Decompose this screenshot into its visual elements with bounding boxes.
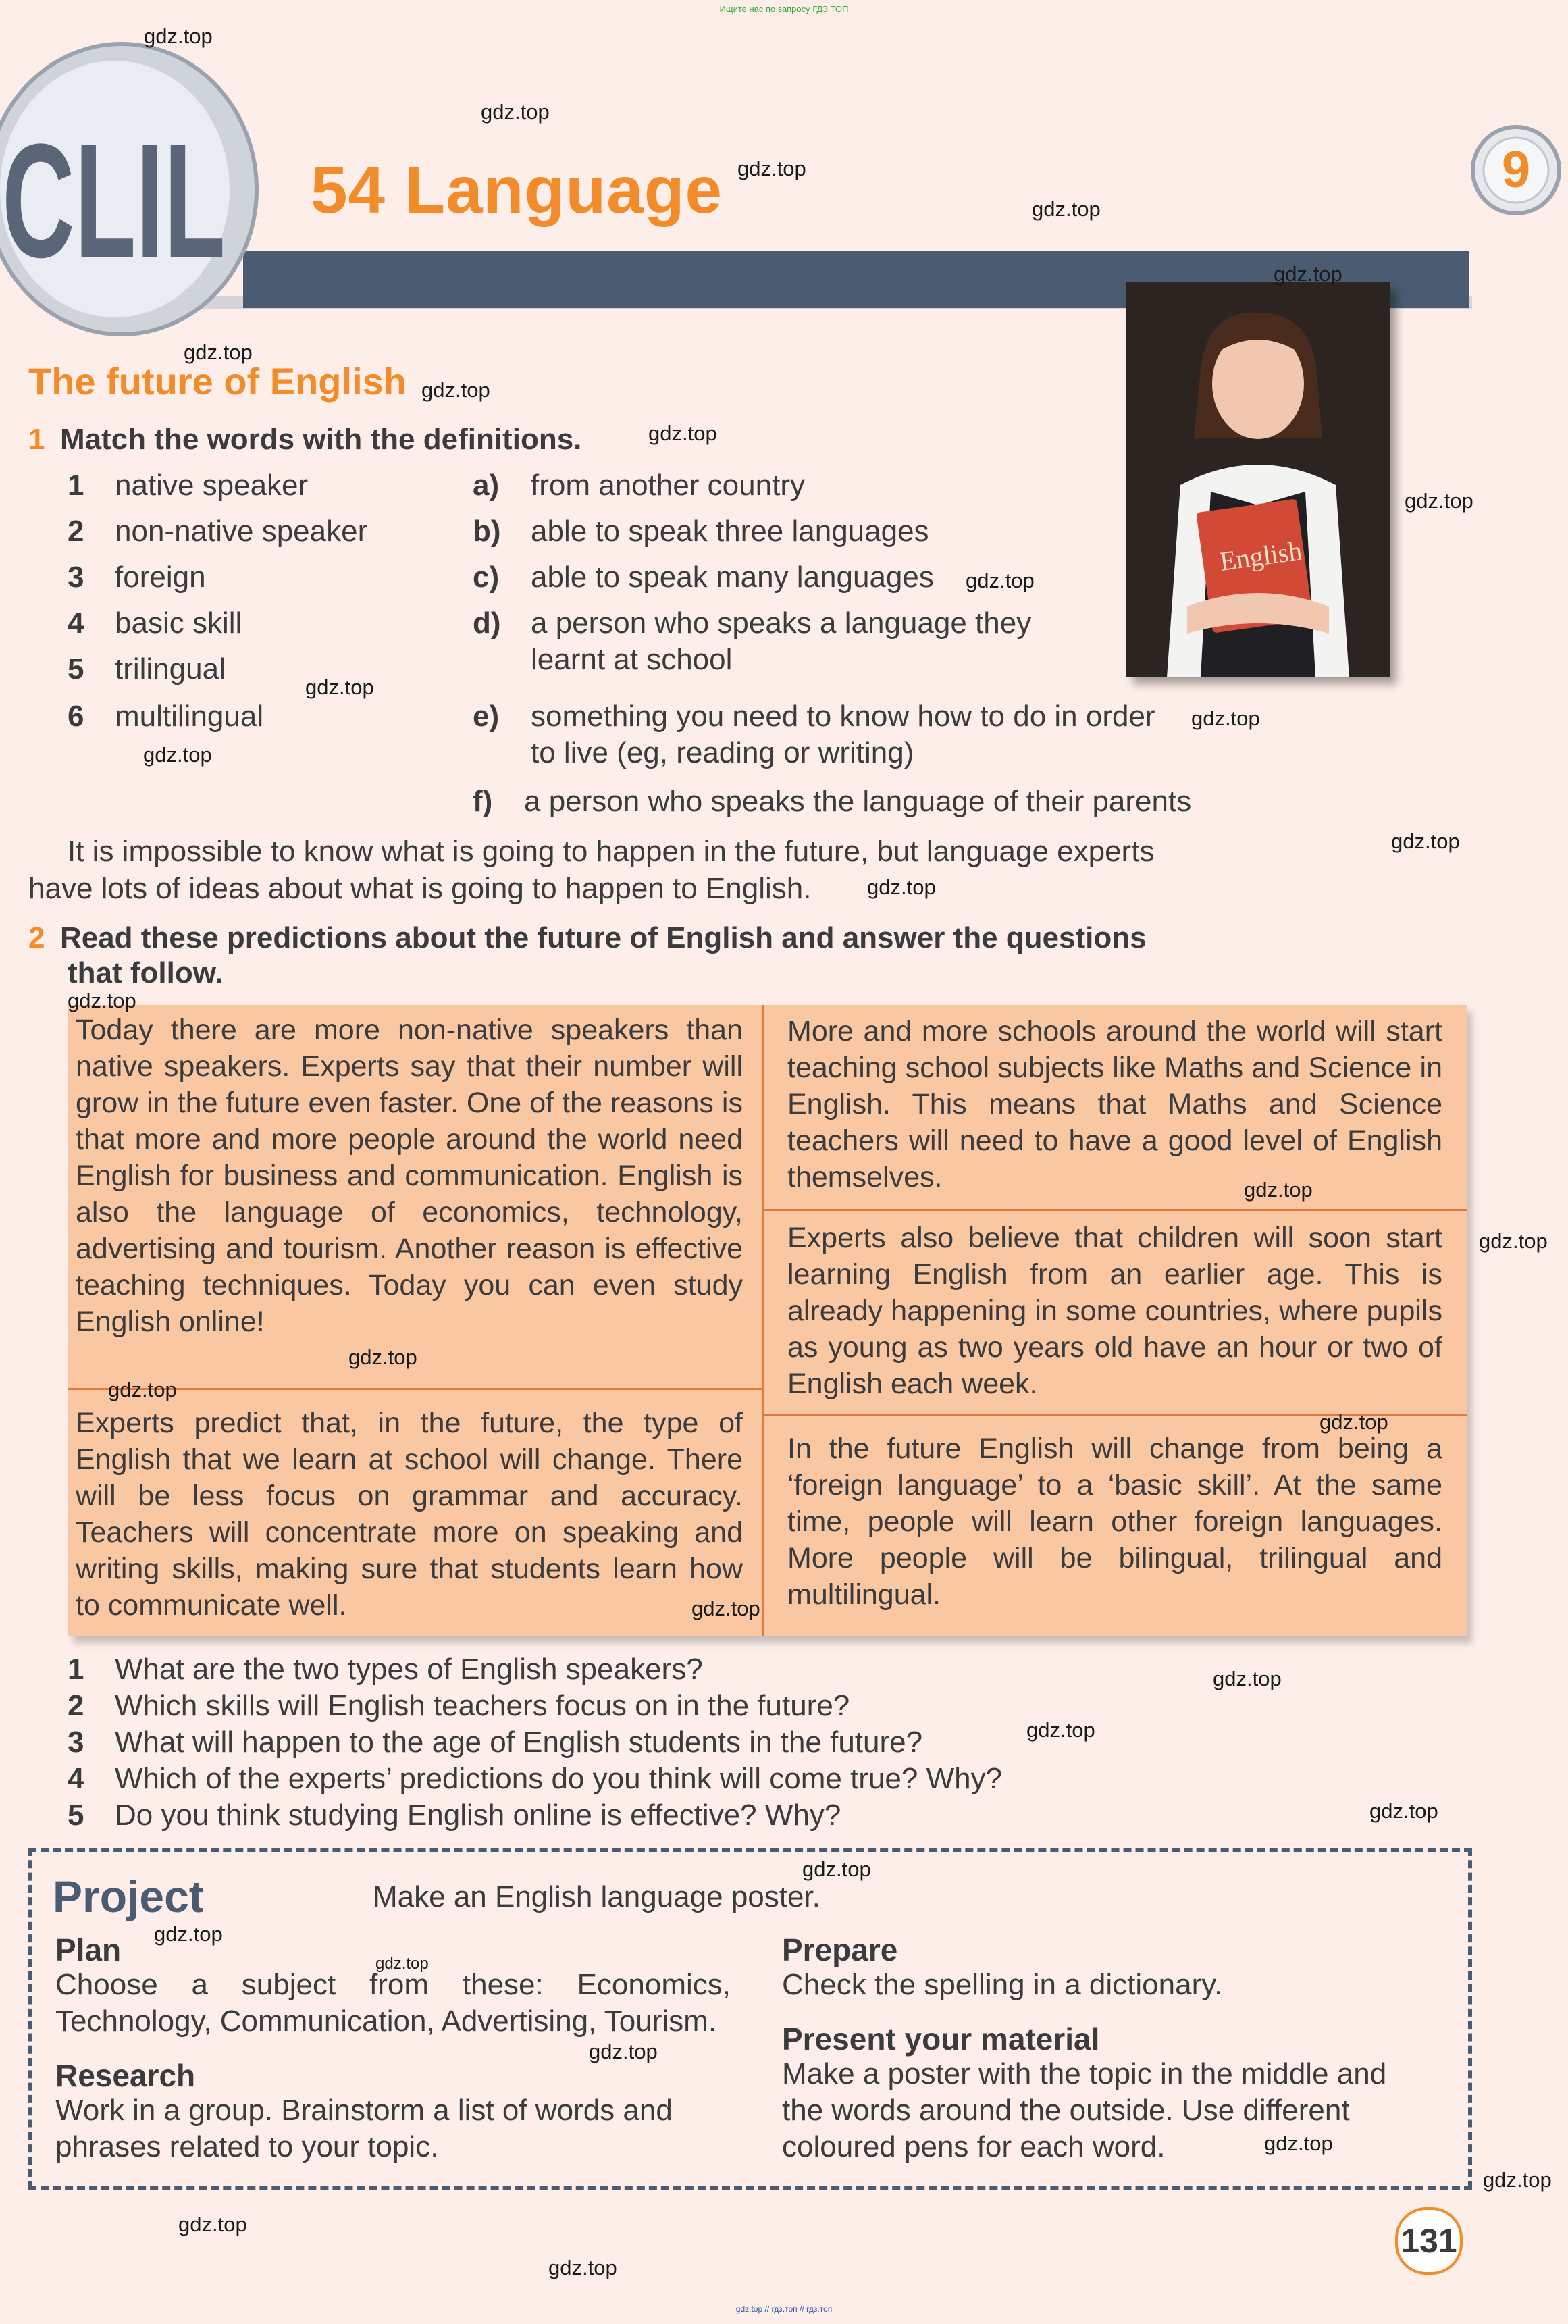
watermark: gdz.top	[421, 378, 490, 402]
present-line-3: coloured pens for each word.	[782, 2130, 1166, 2163]
watermark: gdz.top	[178, 2213, 247, 2236]
watermark: gdz.top	[1032, 197, 1101, 221]
watermark: gdz.top	[802, 1857, 871, 1881]
intro-line-2: have lots of ideas about what is going to happen to English.	[28, 872, 812, 905]
prepare-text: Check the spelling in a dictionary.	[782, 1968, 1223, 2001]
watermark: gdz.top	[481, 100, 550, 124]
list-item: 1 What are the two types of English speakers?	[68, 1653, 703, 1686]
unit-badge	[1469, 123, 1563, 217]
list-item: 2 non-native speaker	[68, 515, 368, 548]
task2-line-1: Read these predictions about the future of English and answer the questions	[59, 921, 1147, 954]
predictions-box	[68, 1005, 1467, 1636]
present-line-2: the words around the outside. Use different	[782, 2094, 1350, 2127]
research-line-2: phrases related to your topic.	[55, 2130, 439, 2163]
photo-book-label: English	[1218, 535, 1304, 577]
unit-title: 54 Language	[311, 153, 723, 227]
watermark: gdz.top	[1369, 1799, 1438, 1823]
task2-heading	[28, 921, 1147, 955]
watermark: gdz.top	[108, 1378, 177, 1401]
unit-badge-number: 9	[1501, 141, 1531, 199]
plan-line-1: Choose a subject from these: Economics,	[55, 1968, 731, 2001]
intro-line-1: It is impossible to know what is going to happen in the future, but language experts	[68, 835, 1155, 868]
watermark: gdz.top	[375, 1955, 429, 1973]
task2-line-2: that follow.	[68, 956, 224, 989]
watermark: gdz.top	[691, 1597, 760, 1620]
project-subtitle: Make an English language poster.	[373, 1880, 820, 1913]
watermark: gdz.top	[348, 1345, 417, 1369]
section-title: The future of English	[28, 360, 407, 403]
clil-logo-text: CLIL	[2, 110, 226, 292]
prediction-4: Experts also believe that children will soon start learning English from an earlier age. This is already happening in some countries, where pupils as young as two years old have an hour or two of English each week.	[787, 1222, 1442, 1400]
plan-line-2: Technology, Communication, Advertising, Tourism.	[55, 2005, 717, 2038]
watermark: gdz.top	[1191, 706, 1260, 730]
watermark: gdz.top	[1213, 1667, 1282, 1690]
watermark: gdz.top	[867, 875, 936, 899]
top-note: Ищите нас по запросу ГДЗ ТОП	[719, 4, 849, 14]
project-box	[28, 1848, 1472, 2190]
prediction-2: Experts predict that, in the future, the type of English that we learn at school will change. There will be less focus on grammar and accuracy. Teachers will concentrate more on speaking and writing skills, making sure that students learn how to communicate well.	[76, 1407, 743, 1622]
list-item: b) able to speak three languages	[473, 515, 929, 548]
prediction-5: In the future English will change from being a ‘foreign language’ to a ‘basic skill’. At the same time, people will learn other foreign languages. More people will be bilingual, trilingual and multilingual.	[787, 1432, 1442, 1611]
research-heading: Research	[55, 2058, 196, 2093]
bottom-note: gdz.top // гдз.топ // гдз.топ	[735, 2304, 833, 2314]
watermark: gdz.top	[737, 157, 806, 180]
watermark: gdz.top	[966, 569, 1035, 592]
watermark: gdz.top	[1274, 262, 1342, 286]
list-item: 3 What will happen to the age of English students in the future?	[68, 1726, 923, 1759]
watermark: gdz.top	[184, 340, 253, 364]
photo-girl-with-book	[1126, 282, 1390, 677]
watermark: gdz.top	[1319, 1410, 1388, 1434]
plan-heading: Plan	[55, 1932, 122, 1967]
watermark: gdz.top	[1026, 1718, 1095, 1742]
watermark: gdz.top	[548, 2256, 617, 2279]
task2-number: 2	[28, 921, 45, 954]
watermark: gdz.top	[648, 421, 717, 445]
watermark: gdz.top	[143, 743, 212, 767]
list-item: d) a person who speaks a language they learnt at school	[473, 606, 1032, 676]
list-item: 5 trilingual	[68, 652, 226, 686]
box-divider-right-1	[764, 1209, 1467, 1211]
task1-number: 1	[28, 423, 45, 456]
list-item: f) a person who speaks the language of their parents	[473, 785, 1192, 818]
watermark: gdz.top	[154, 1922, 223, 1946]
prediction-1: Today there are more non-native speakers than native speakers. Experts say that their number will grow in the future even faster. One of the reasons is that more and more people around the world need English for business and communication. English is also the language of economics, technology, advertising and tourism. Another reason is effective teaching techniques. Today you can even study English online!	[76, 1014, 743, 1338]
list-item: c) able to speak many languages	[473, 561, 934, 594]
list-item: a) from another country	[473, 469, 805, 502]
list-item: 4 basic skill	[68, 606, 242, 640]
prepare-heading: Prepare	[782, 1932, 898, 1967]
watermark: gdz.top	[305, 675, 374, 699]
list-item: 3 foreign	[68, 561, 206, 594]
prediction-3: More and more schools around the world will start teaching school subjects like Maths and Science in English. This means that Maths and Science teachers will need to have a good level of English themselves.	[787, 1015, 1442, 1193]
list-item: 1 native speaker	[68, 469, 309, 502]
watermark: gdz.top	[1479, 1229, 1548, 1253]
watermark: gdz.top	[144, 24, 213, 48]
task1-instruction: Match the words with the definitions.	[59, 423, 582, 456]
list-item: 5 Do you think studying English online is effective? Why?	[68, 1799, 841, 1832]
list-item: e) something you need to know how to do in order to live (eg, reading or writing)	[473, 700, 1155, 769]
watermark: gdz.top	[68, 989, 136, 1012]
box-divider-vertical	[762, 1005, 764, 1636]
project-title: Project	[53, 1871, 204, 1921]
watermark: gdz.top	[1405, 489, 1473, 513]
watermark: gdz.top	[1483, 2168, 1552, 2192]
list-item: 2 Which skills will English teachers focus on in the future?	[68, 1689, 850, 1722]
present-line-1: Make a poster with the topic in the middle and	[782, 2057, 1387, 2090]
page-number: 131	[1395, 2207, 1463, 2275]
watermark: gdz.top	[1391, 829, 1460, 853]
list-item: 6 multilingual	[68, 700, 264, 733]
watermark: gdz.top	[1264, 2132, 1333, 2155]
watermark: gdz.top	[589, 2040, 658, 2063]
clil-logo	[0, 34, 263, 344]
task1-heading	[28, 423, 581, 457]
list-item: 4 Which of the experts’ predictions do you think will come true? Why?	[68, 1762, 1003, 1795]
watermark: gdz.top	[1244, 1178, 1313, 1202]
research-line-1: Work in a group. Brainstorm a list of words and	[55, 2094, 673, 2127]
present-heading: Present your material	[782, 2021, 1100, 2057]
